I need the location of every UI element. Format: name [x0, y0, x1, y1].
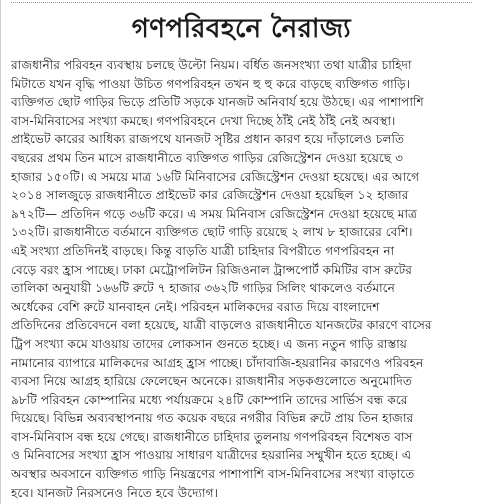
article-line: অর্ধেকের বেশি রুটে যানবাহন নেই। পরিবহন মালিকদের বরাত দিয়ে বাংলাদেশ	[11, 299, 380, 314]
article-line: নামানোর ব্যাপারে মালিকদের আগ্রহ হ্রাস পাচ্ছে। চাঁদাবাজি-হয়রানির কারণেও পরিবহন	[11, 355, 424, 370]
article-line: ২০১৪ সালজুড়ে রাজধানীতে প্রাইভেট কার রেজিস্ট্রেশন দেওয়া হয়েছিল ১২ হাজার	[11, 188, 409, 203]
article-line: ট্রিপ সংখ্যা কমে যাওয়ায় তাদের লোকসান গুনতে হচ্ছে। এ জন্য নতুন গাড়ি রাস্তায়	[11, 336, 407, 351]
article-line: হাজার ১৫০টি। এ সময়ে মাত্র ১৬টি মিনিবাসের রেজিস্ট্রেশন দেওয়া হয়েছে। এর আগে	[11, 169, 420, 184]
article-line: ৯৮টি পরিবহন কোম্পানির মধ্যে পর্যায়ক্রমে ২৪টি কোম্পানি তাদের সার্ভিস বন্ধ করে	[11, 392, 408, 407]
article-body	[11, 56, 472, 502]
article-line: বাস-মিনিবাস বন্ধ হয়ে গেছে। রাজধানীতে চাহিদার তুলনায় গণপরিবহন বিশেষত বাস	[11, 429, 413, 444]
article-line: বাস-মিনিবাসের সংখ্যা কমছে। গণপরিবহনে দেখা দিচ্ছে ঠাঁই নেই ঠাঁই নেই অবস্থা।	[11, 113, 396, 128]
article-headline: গণপরিবহনে নৈরাজ্য	[131, 14, 352, 44]
article-line: রাজধানীর পরিবহন ব্যবস্থায় চলছে উল্টো নিয়ম। বর্ধিত জনসংখ্যা তথা যাত্রীর চাহিদা	[11, 58, 412, 72]
article-line: প্রাইভেট কারের আধিক্য রাজপথে যানজট সৃষ্টির প্রধান কারণ হয়ে দাঁড়ালেও চলতি	[11, 132, 405, 147]
article-line: বেড়ে বরং হ্রাস পাচ্ছে। ঢাকা মেট্রোপলিটন রিজিওনাল ট্রান্সপোর্ট কমিটির বাস রুটের	[11, 262, 412, 277]
article-line: মিটাতে যখন বৃদ্ধি পাওয়া উচিত গণপরিবহন তখন হু হু করে বাড়ছে ব্যক্তিগত গাড়ি।	[11, 76, 411, 91]
article-line: বছরের প্রথম তিন মাসে রাজধানীতে ব্যক্তিগত গাড়ির রেজিস্ট্রেশন দেওয়া হয়েছে ৩	[11, 150, 404, 165]
article-line: ও মিনিবাসের সংখ্যা হ্রাস পাওয়ায় সাধারণ যাত্রীদের হয়রানির সম্মুখীন হতে হচ্ছে। এ	[11, 448, 412, 463]
article-line: তালিকা অনুযায়ী ১৬৬টি রুটে ৭ হাজার ৩৬২টি গাড়ির সিলিং থাকলেও বর্তমানে	[11, 281, 395, 296]
article-line: ব্যক্তিগত ছোট গাড়ির ভিড়ে প্রতিটি সড়কে যানজট অনিবার্য হয়ে উঠছে। এর পাশাপাশি	[11, 95, 424, 110]
article-line: এই সংখ্যা প্রতিদিনই বাড়ছে। কিন্তু বাড়তি যাত্রী চাহিদার বিপরীতে গণপরিবহন না	[11, 243, 395, 258]
article-line: ব্যবসা নিয়ে আগ্রহ হারিয়ে ফেলেছেন অনেকে। রাজধানীর সড়কগুলোতে অনুমোদিত	[11, 374, 413, 389]
article-line: অবস্থার অবসানে ব্যক্তিগত গাড়ি নিয়ন্ত্রণের পাশাপাশি বাস-মিনিবাসের সংখ্যা বাড়াতে	[11, 467, 415, 482]
article-line: প্রতিদিনের প্রতিবেদনে বলা হয়েছে, যাত্রী বাড়লেও রাজধানীতে যানজটের কারণে বাসের	[11, 318, 432, 333]
article-line: ৯৭২টি— প্রতিদিন গড়ে ৩৬টি করে। এ সময় মিনিবাস রেজিস্ট্রেশন দেওয়া হয়েছে মাত্র	[11, 206, 417, 221]
article-line: হবে। যানজট নিরসনেও নিতে হবে উদ্যোগ।	[11, 485, 218, 500]
article-line: দিয়েছে। বিভিন্ন অব্যবস্থাপনায় গত কয়েক বছরে নগরীর বিভিন্ন রুটে প্রায় তিন হাজার	[11, 411, 414, 426]
top-divider	[11, 2, 472, 6]
article-line: ১৩২টি। রাজধানীতে বর্তমানে ব্যক্তিগত ছোট গাড়ি রয়েছে ২ লাখ ৮ হাজারের বেশি।	[11, 225, 413, 240]
